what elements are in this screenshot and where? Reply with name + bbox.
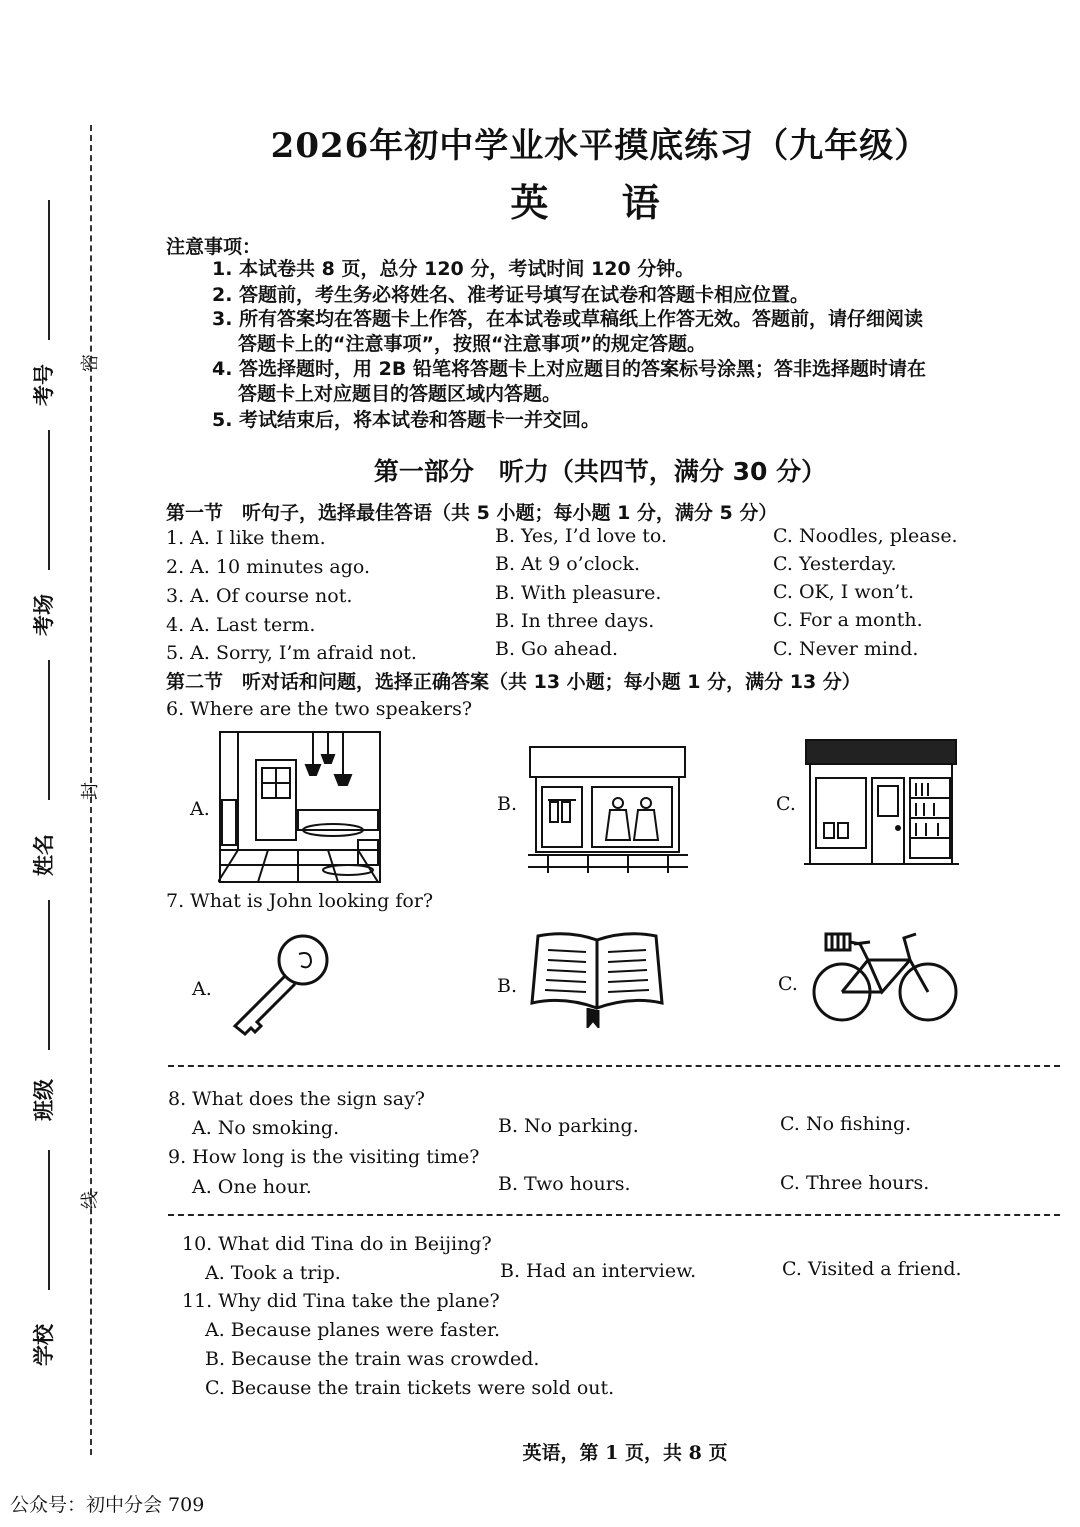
q4-option-c: C. For a month. bbox=[773, 609, 923, 631]
clothes-shop-image bbox=[528, 745, 688, 875]
seal-xian: 线 bbox=[80, 1191, 101, 1209]
q2-option-c: C. Yesterday. bbox=[773, 553, 897, 575]
q8-question: 8. What does the sign say? bbox=[168, 1088, 425, 1110]
kaochang-label: 考场 bbox=[32, 594, 56, 636]
q9-question: 9. How long is the visiting time? bbox=[168, 1146, 480, 1168]
bicycle-image bbox=[810, 920, 960, 1030]
subject-title: 英 语 bbox=[510, 180, 690, 225]
q7-question: 7. What is John looking for? bbox=[166, 890, 434, 912]
q3-option-b: B. With pleasure. bbox=[495, 582, 662, 604]
class-label: 班级 bbox=[32, 1079, 56, 1121]
notice-item: 1. 本试卷共 8 页，总分 120 分，考试时间 120 分钟。 bbox=[212, 258, 695, 280]
q10-option-b: B. Had an interview. bbox=[500, 1260, 697, 1282]
q9-option-b: B. Two hours. bbox=[498, 1173, 631, 1195]
q11-question: 11. Why did Tina take the plane? bbox=[182, 1290, 500, 1312]
q11-option-b: B. Because the train was crowded. bbox=[205, 1348, 540, 1370]
fold-dashed-line-1 bbox=[168, 1065, 1060, 1067]
q11-option-c: C. Because the train tickets were sold out. bbox=[205, 1377, 615, 1399]
q6-question: 6. Where are the two speakers? bbox=[166, 698, 473, 720]
name-blank bbox=[48, 660, 50, 800]
q8-option-a: A. No smoking. bbox=[192, 1117, 340, 1139]
notice-item: 4. 答选择题时，用 2B 铅笔将答题卡上对应题目的答案标号涂黑；答非选择题时请在 bbox=[212, 358, 926, 380]
q6-option-b: B. bbox=[497, 793, 518, 815]
q7-option-a: A. bbox=[192, 978, 212, 1000]
page-title: 2026年初中学业水平摸底练习（九年级） bbox=[270, 126, 930, 166]
kaohao-label: 考号 bbox=[32, 364, 56, 406]
fold-dashed-line-2 bbox=[168, 1214, 1060, 1216]
q10-option-c: C. Visited a friend. bbox=[782, 1258, 962, 1280]
q2-option-a: 2. A. 10 minutes ago. bbox=[166, 556, 371, 578]
q9-option-c: C. Three hours. bbox=[780, 1172, 930, 1194]
q10-option-a: A. Took a trip. bbox=[205, 1262, 341, 1284]
q7-option-b: B. bbox=[497, 975, 518, 997]
q6-option-a: A. bbox=[190, 798, 210, 820]
q4-option-a: 4. A. Last term. bbox=[166, 614, 316, 636]
q8-option-b: B. No parking. bbox=[498, 1115, 639, 1137]
notice-item: 答题卡上的“注意事项”，按照“注意事项”的规定答题。 bbox=[238, 333, 706, 355]
q1-option-a: 1. A. I like them. bbox=[166, 527, 326, 549]
watermark-text: 公众号：初中分会 709 bbox=[10, 1494, 205, 1516]
notice-item: 3. 所有答案均在答题卡上作答，在本试卷或草稿纸上作答无效。答题前，请仔细阅读 bbox=[212, 308, 924, 330]
school-blank bbox=[48, 1150, 50, 1290]
key-image bbox=[225, 930, 335, 1040]
seal-feng: 封 bbox=[80, 782, 101, 800]
q8-option-c: C. No fishing. bbox=[780, 1113, 912, 1135]
notice-heading: 注意事项： bbox=[166, 236, 262, 258]
q11-option-a: A. Because planes were faster. bbox=[205, 1319, 500, 1341]
q3-option-a: 3. A. Of course not. bbox=[166, 585, 353, 607]
kaochang-blank bbox=[48, 430, 50, 570]
q7-option-c: C. bbox=[778, 973, 798, 995]
q5-option-b: B. Go ahead. bbox=[495, 638, 619, 660]
q10-question: 10. What did Tina do in Beijing? bbox=[182, 1233, 492, 1255]
seal-mi: 密 bbox=[80, 354, 101, 372]
section2-heading: 第二节 听对话和问题，选择正确答案（共 13 小题；每小题 1 分，满分 13 分） bbox=[166, 671, 861, 693]
class-blank bbox=[48, 900, 50, 1050]
q3-option-c: C. OK, I won’t. bbox=[773, 581, 914, 603]
q9-option-a: A. One hour. bbox=[192, 1176, 312, 1198]
notice-item: 2. 答题前，考生务必将姓名、准考证号填写在试卷和答题卡相应位置。 bbox=[212, 284, 810, 306]
book-image bbox=[528, 928, 666, 1028]
q1-option-b: B. Yes, I’d love to. bbox=[495, 525, 668, 547]
school-label: 学校 bbox=[32, 1324, 56, 1366]
q5-option-a: 5. A. Sorry, I’m afraid not. bbox=[166, 642, 417, 664]
notice-item: 5. 考试结束后，将本试卷和答题卡一并交回。 bbox=[212, 409, 601, 431]
bookshop-image bbox=[804, 738, 959, 870]
q6-option-c: C. bbox=[776, 793, 796, 815]
notice-item: 答题卡上对应题目的答题区域内答题。 bbox=[238, 383, 562, 405]
q5-option-c: C. Never mind. bbox=[773, 638, 919, 660]
name-label: 姓名 bbox=[32, 834, 56, 876]
restaurant-interior-image bbox=[218, 730, 383, 885]
part-title: 第一部分 听力（共四节，满分 30 分） bbox=[373, 457, 827, 486]
page-footer: 英语，第 1 页，共 8 页 bbox=[522, 1442, 728, 1464]
q1-option-c: C. Noodles, please. bbox=[773, 525, 958, 547]
section1-heading: 第一节 听句子，选择最佳答语（共 5 小题；每小题 1 分，满分 5 分） bbox=[166, 502, 778, 524]
q2-option-b: B. At 9 o’clock. bbox=[495, 553, 641, 575]
q4-option-b: B. In three days. bbox=[495, 610, 655, 632]
